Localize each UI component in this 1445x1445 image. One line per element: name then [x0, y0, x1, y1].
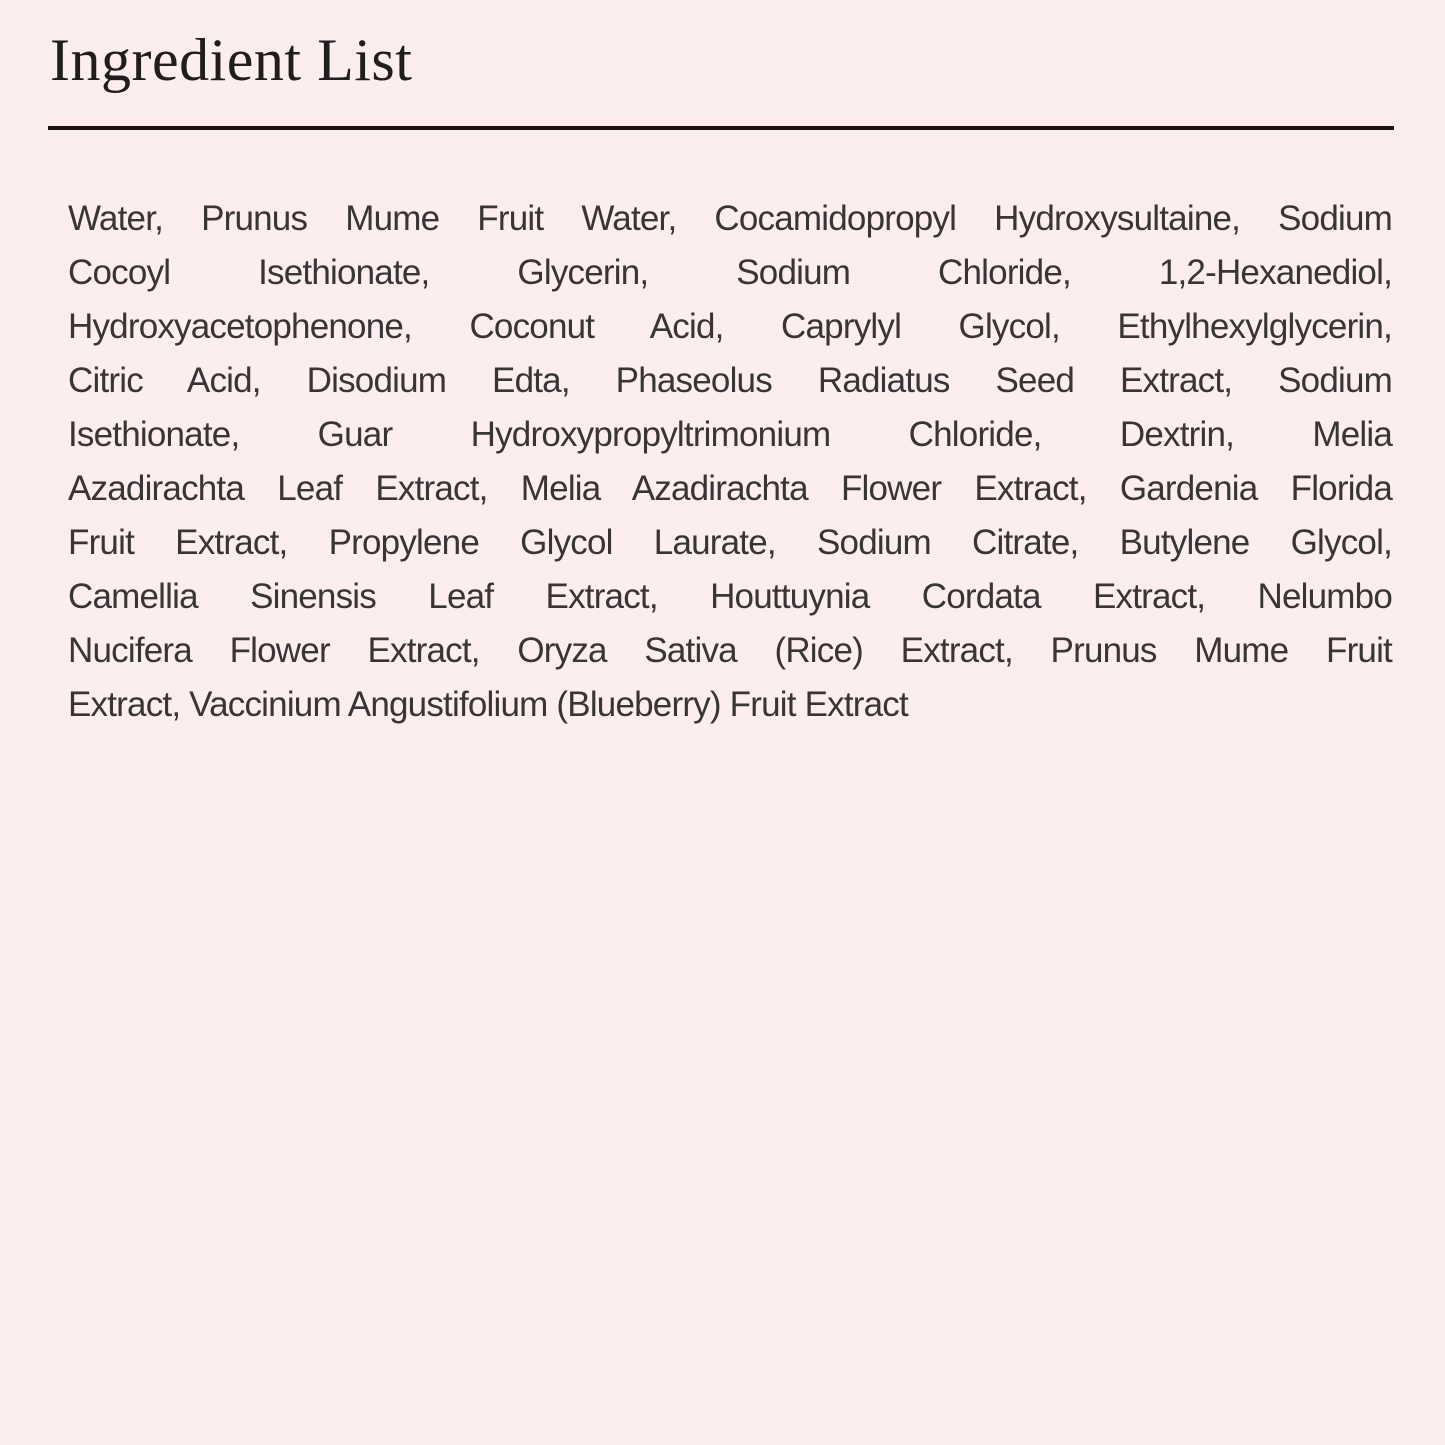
ingredient-line: Isethionate, Guar Hydroxypropyltrimonium Chloride, Dextrin, Melia — [68, 415, 1392, 454]
ingredient-line: Cocoyl Isethionate, Glycerin, Sodium Chloride, 1,2-Hexanediol, — [68, 253, 1392, 292]
ingredient-line: Nucifera Flower Extract, Oryza Sativa (Rice) Extract, Prunus Mume Fruit — [68, 631, 1392, 670]
ingredient-line: Water, Prunus Mume Fruit Water, Cocamidopropyl Hydroxysultaine, Sodium — [68, 199, 1392, 238]
ingredient-line: Fruit Extract, Propylene Glycol Laurate, Sodium Citrate, Butylene Glycol, — [68, 523, 1392, 562]
title-divider — [48, 126, 1394, 130]
page-title: Ingredient List — [50, 27, 413, 93]
ingredient-line: Hydroxyacetophenone, Coconut Acid, Caprylyl Glycol, Ethylhexylglycerin, — [68, 307, 1392, 346]
ingredient-line: Citric Acid, Disodium Edta, Phaseolus Radiatus Seed Extract, Sodium — [68, 361, 1392, 400]
ingredient-line: Azadirachta Leaf Extract, Melia Azadirachta Flower Extract, Gardenia Florida — [68, 469, 1392, 508]
ingredient-paragraph — [68, 192, 1392, 732]
ingredient-line: Extract, Vaccinium Angustifolium (Blueberry) Fruit Extract — [68, 685, 908, 724]
ingredient-line: Camellia Sinensis Leaf Extract, Houttuynia Cordata Extract, Nelumbo — [68, 577, 1392, 616]
